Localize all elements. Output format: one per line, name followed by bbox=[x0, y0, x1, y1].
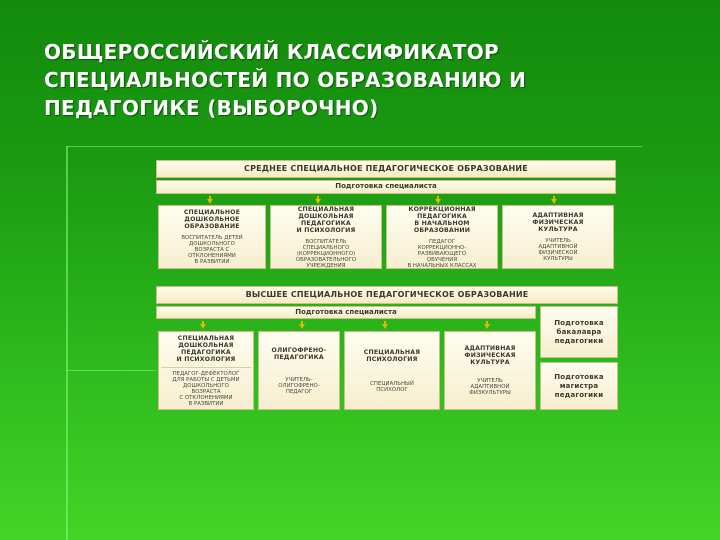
higher-subheader: Подготовка специалиста bbox=[156, 306, 536, 319]
down-arrow-icon bbox=[299, 324, 305, 329]
secondary-specialty-card bbox=[386, 205, 498, 269]
secondary-specialty-card bbox=[270, 205, 382, 269]
down-arrow-icon bbox=[484, 324, 490, 329]
specialty-name: ОЛИГОФРЕНО- ПЕДАГОГИКА bbox=[271, 346, 327, 361]
down-arrow-icon bbox=[315, 199, 321, 204]
secondary-specialty-card bbox=[158, 205, 266, 269]
qualification-label: УЧИТЕЛЬ АДАПТИВНОЙ ФИЗИЧЕСКОЙ КУЛЬТУРЫ bbox=[538, 238, 578, 262]
slide-title bbox=[44, 38, 684, 122]
specialty-name: КОРРЕКЦИОННАЯ ПЕДАГОГИКА В НАЧАЛЬНОМ ОБРАЗОВАНИИ bbox=[408, 205, 476, 234]
qualification-label: ВОСПИТАТЕЛЬ ДЕТЕЙ ДОШКОЛЬНОГО ВОЗРАСТА С ОТКЛОНЕНИЯМИ В РАЗВИТИИ bbox=[181, 235, 243, 265]
higher-specialty-card bbox=[258, 331, 340, 410]
title-line-3: ПЕДАГОГИКЕ (ВЫБОРОЧНО) bbox=[44, 96, 379, 120]
decor-line-top bbox=[66, 146, 642, 147]
down-arrow-icon bbox=[200, 324, 206, 329]
secondary-specialty-card bbox=[502, 205, 614, 269]
decor-line-left bbox=[66, 146, 68, 540]
specialty-name: СПЕЦИАЛЬНАЯ ДОШКОЛЬНАЯ ПЕДАГОГИКА И ПСИХОЛОГИЯ bbox=[296, 205, 356, 234]
qualification-label: ПЕДАГОГ-ДЕФЕКТОЛОГ ДЛЯ РАБОТЫ С ДЕТЬМИ ДОШКОЛЬНОГО ВОЗРАСТА С ОТКЛОНЕНИЯМИ В РАЗВИТИИ bbox=[172, 370, 240, 407]
higher-specialty-card bbox=[444, 331, 536, 410]
higher-specialty-card bbox=[344, 331, 440, 410]
qualification-label: УЧИТЕЛЬ АДАПТИВНОЙ ФИЗКУЛЬТУРЫ bbox=[469, 378, 511, 396]
bachelor-label: Подготовка бакалавра педагогики bbox=[554, 318, 604, 345]
qualification-label: ПЕДАГОГ КОРРЕКЦИОННО- РАЗВИВАЮЩЕГО ОБУЧЕНИЯ В НАЧАЛЬНЫХ КЛАССАХ bbox=[407, 238, 477, 269]
specialty-name: АДАПТИВНАЯ ФИЗИЧЕСКАЯ КУЛЬТУРА bbox=[464, 345, 516, 366]
qualification-label: ВОСПИТАТЕЛЬ СПЕЦИАЛЬНОГО (КОРРЕКЦИОННОГО) ОБРАЗОВАТЕЛЬНОГО УЧРЕЖДЕНИЯ bbox=[295, 238, 357, 269]
higher-header: ВЫСШЕЕ СПЕЦИАЛЬНОЕ ПЕДАГОГИЧЕСКОЕ ОБРАЗОВАНИЕ bbox=[156, 286, 618, 304]
specialty-name: СПЕЦИАЛЬНАЯ ДОШКОЛЬНАЯ ПЕДАГОГИКА И ПСИХОЛОГИЯ bbox=[176, 334, 236, 363]
secondary-header: СРЕДНЕЕ СПЕЦИАЛЬНОЕ ПЕДАГОГИЧЕСКОЕ ОБРАЗОВАНИЕ bbox=[156, 160, 616, 178]
master-box bbox=[540, 362, 618, 410]
bachelor-box bbox=[540, 306, 618, 358]
higher-specialty-card bbox=[158, 331, 254, 410]
decor-line-mid bbox=[66, 370, 156, 371]
down-arrow-icon bbox=[435, 199, 441, 204]
title-line-1: ОБЩЕРОССИЙСКИЙ КЛАССИФИКАТОР bbox=[44, 40, 500, 64]
divider bbox=[161, 367, 251, 368]
master-label: Подготовка магистра педагогики bbox=[554, 372, 604, 399]
specialty-name: СПЕЦИАЛЬНОЕ ДОШКОЛЬНОЕ ОБРАЗОВАНИЕ bbox=[183, 209, 241, 230]
down-arrow-icon bbox=[382, 324, 388, 329]
down-arrow-icon bbox=[551, 199, 557, 204]
specialty-name: АДАПТИВНАЯ ФИЗИЧЕСКАЯ КУЛЬТУРА bbox=[532, 212, 584, 233]
down-arrow-icon bbox=[207, 199, 213, 204]
qualification-label: УЧИТЕЛЬ- ОЛИГОФРЕНО- ПЕДАГОГ bbox=[278, 376, 320, 395]
qualification-label: СПЕЦИАЛЬНЫЙ ПСИХОЛОГ bbox=[370, 380, 414, 393]
secondary-subheader: Подготовка специалиста bbox=[156, 180, 616, 194]
title-line-2: СПЕЦИАЛЬНОСТЕЙ ПО ОБРАЗОВАНИЮ И bbox=[44, 68, 527, 92]
specialty-name: СПЕЦИАЛЬНАЯ ПСИХОЛОГИЯ bbox=[363, 348, 421, 363]
